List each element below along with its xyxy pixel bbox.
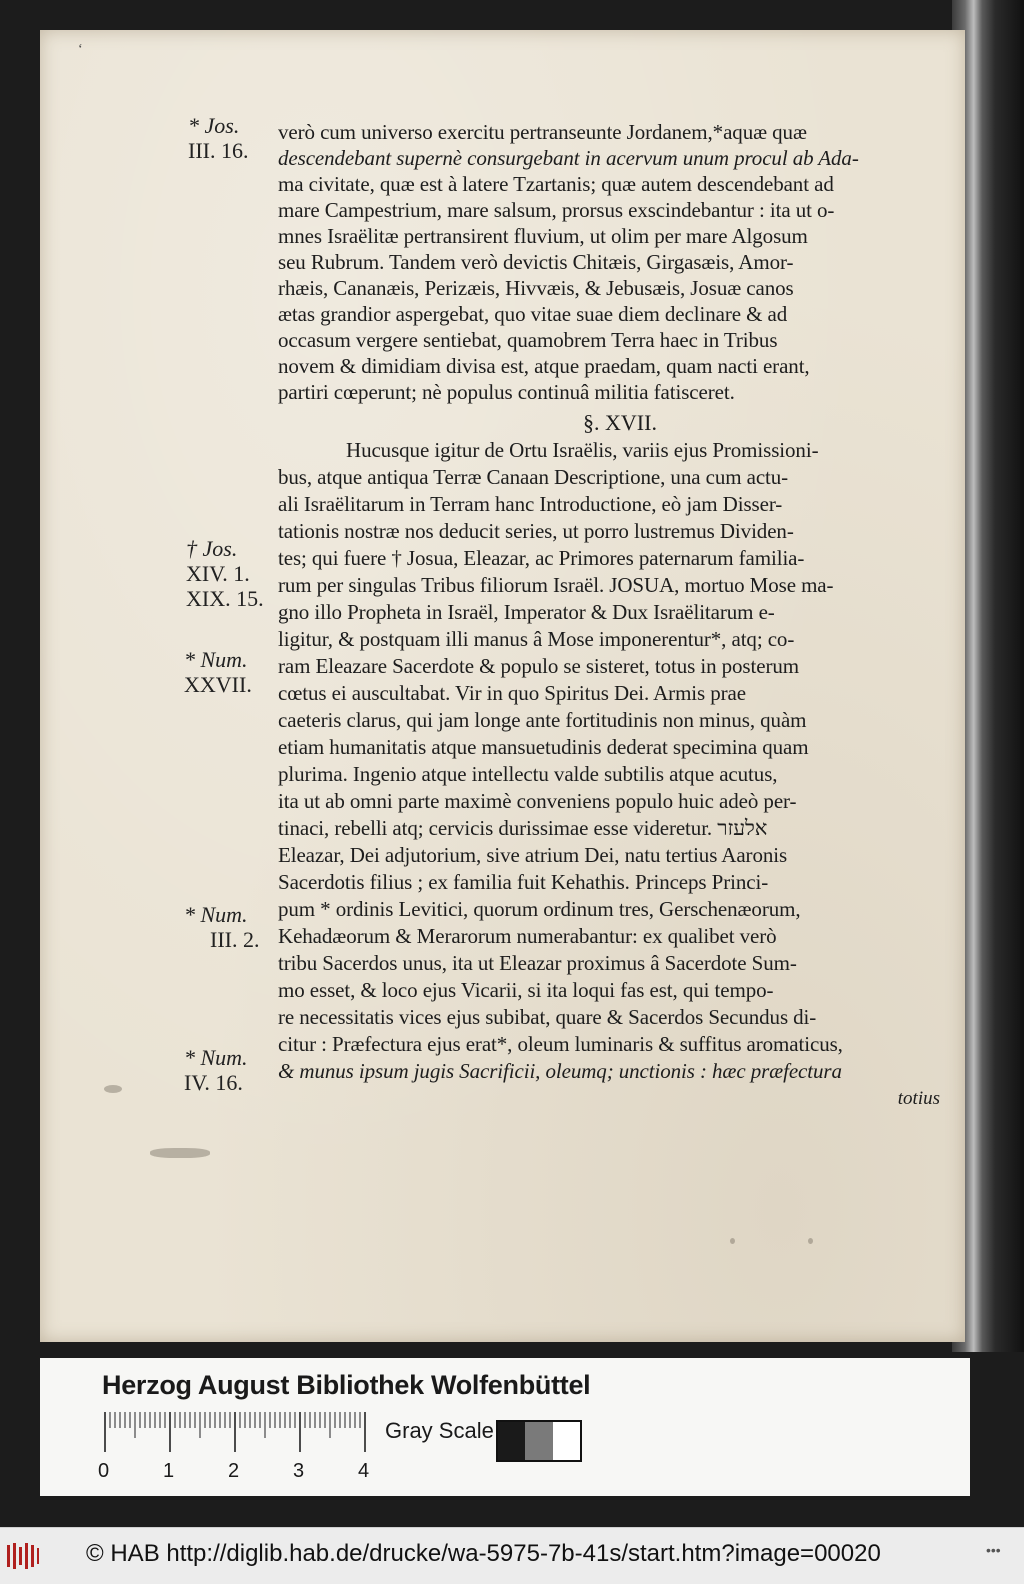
section-heading: §. XVII. <box>583 410 657 435</box>
text-line: seu Rubrum. Tandem verò devictis Chitæis, Girgasæis, Amor- <box>278 250 794 274</box>
margin-note-ref: * Jos. <box>188 113 240 138</box>
text-line: plurima. Ingenio atque intellectu valde subtilis atque acutus, <box>278 762 778 786</box>
margin-note-chapter: III. 16. <box>188 138 249 163</box>
text-line: ita ut ab omni parte maximè conveniens populo huic adeò per- <box>278 789 797 813</box>
catchword: totius <box>897 1088 940 1109</box>
text-line: tinaci, rebelli atq; cervicis durissimae esse videretur. אלעזר <box>278 816 768 840</box>
margin-note-chapter: XIX. 15. <box>186 586 264 611</box>
paper-stain <box>808 1238 813 1244</box>
text-line: novem & dimidiam divisa est, atque praedam, quam nacti erant, <box>278 354 810 378</box>
text-line: re necessitatis vices ejus subibat, quare & Sacerdos Secundus di- <box>278 1005 817 1029</box>
more-options-icon[interactable]: ••• <box>986 1542 1001 1558</box>
text-line: pum * ordinis Levitici, quorum ordinum tres, Gerschenæorum, <box>278 897 801 921</box>
text-line: Kehadæorum & Merarorum numerabantur: ex qualibet verò <box>278 924 777 948</box>
text-line: rhæis, Cananæis, Perizæis, Hivvæis, & Jebusæis, Josuæ canos <box>278 276 794 300</box>
paper-stain <box>150 1148 210 1158</box>
text-line: cœtus ei auscultabat. Vir in quo Spiritus Dei. Armis prae <box>278 681 746 705</box>
ruler-number: 0 <box>98 1460 110 1482</box>
text-line: mnes Israëlitæ pertransirent fluvium, ut olim per mare Algosum <box>278 224 808 248</box>
text-line: tationis nostræ nos deducit series, ut porro lustremus Dividen- <box>278 519 794 543</box>
text-line: bus, atque antiqua Terræ Canaan Descriptione, una cum actu- <box>278 465 789 489</box>
margin-note-ref: * Num. <box>184 1045 248 1070</box>
source-url-text[interactable]: © HAB http://diglib.hab.de/drucke/wa-5975-7b-41s/start.htm?image=00020 <box>86 1540 881 1567</box>
text-line: Sacerdotis filius ; ex familia fuit Kehathis. Princeps Princi- <box>278 870 769 894</box>
gray-swatch <box>498 1422 525 1460</box>
text-line: occasum vergere sentiebat, quamobrem Terra haec in Tribus <box>278 328 778 352</box>
margin-note-chapter: XXVII. <box>184 672 252 697</box>
text-line: citur : Præfectura ejus erat*, oleum luminaris & suffitus aromaticus, <box>278 1032 843 1056</box>
status-bar <box>0 1527 1024 1584</box>
margin-note-ref: † Jos. <box>186 536 238 561</box>
text-line: ali Israëlitarum in Terram hanc Introductione, eò jam Disser- <box>278 492 783 516</box>
text-line: tes; qui fuere † Josua, Eleazar, ac Primores paternarum familia- <box>278 546 805 570</box>
gray-scale-swatches <box>496 1420 582 1462</box>
margin-note-ref: * Num. <box>184 647 248 672</box>
hab-logo-icon <box>6 1542 40 1570</box>
text-line: ligitur, & postquam illi manus â Mose imponerentur*, atq; co- <box>278 627 795 651</box>
margin-note-chapter: IV. 16. <box>184 1070 243 1095</box>
text-line: mo esset, & loco ejus Vicarii, si ita loqui fas est, qui tempo- <box>278 978 774 1002</box>
paper-stain <box>730 1238 735 1244</box>
text-line: tribu Sacerdos unus, ita ut Eleazar proximus â Sacerdote Sum- <box>278 951 797 975</box>
gray-swatch <box>525 1422 552 1460</box>
text-line: ram Eleazare Sacerdote & populo se sisteret, totus in posterum <box>278 654 799 678</box>
text-line: & munus ipsum jugis Sacrificii, oleumq; unctionis : hæc præfectura <box>278 1059 842 1083</box>
text-line: rum per singulas Tribus filiorum Israël. JOSUA, mortuo Mose ma- <box>278 573 834 597</box>
text-line: mare Campestrium, mare salsum, prorsus exscindebantur : ita ut o- <box>278 198 835 222</box>
corner-mark: ‘ <box>78 42 83 57</box>
text-line: ma civitate, quæ est à latere Tzartanis; quæ autem descendebant ad <box>278 172 834 196</box>
ruler-number: 3 <box>293 1460 305 1482</box>
ruler-number: 2 <box>228 1460 240 1482</box>
institution-name: Herzog August Bibliothek Wolfenbüttel <box>102 1370 591 1400</box>
library-color-bar <box>40 1358 970 1496</box>
text-line: partiri cœperunt; nè populus continuâ militia fatisceret. <box>278 380 735 404</box>
text-line: caeteris clarus, qui jam longe ante fortitudinis non minus, quàm <box>278 708 807 732</box>
margin-note-chapter: III. 2. <box>210 927 260 952</box>
text-line: ætas grandior aspergebat, quo vitae suae diem declinare & ad <box>278 302 788 326</box>
text-line: descendebant supernè consurgebant in acervum unum procul ab Ada- <box>278 146 859 170</box>
text-line: Hucusque igitur de Ortu Israëlis, variis ejus Promissioni- <box>346 438 819 462</box>
gray-swatch <box>553 1422 580 1460</box>
text-line: verò cum universo exercitu pertranseunte Jordanem,*aquæ quæ <box>278 120 807 144</box>
text-line: Eleazar, Dei adjutorium, sive atrium Dei, natu tertius Aaronis <box>278 843 788 867</box>
margin-note-chapter: XIV. 1. <box>186 561 250 586</box>
gray-scale-label: Gray Scale <box>385 1418 494 1443</box>
measurement-ruler <box>100 1410 370 1454</box>
ruler-number: 1 <box>163 1460 175 1482</box>
text-line: gno illo Propheta in Israël, Imperator & Dux Israëlitarum e- <box>278 600 775 624</box>
text-line: etiam humanitatis atque mansuetudinis dederat specimina quam <box>278 735 809 759</box>
paper-stain <box>104 1085 122 1093</box>
ruler-number: 4 <box>358 1460 370 1482</box>
margin-note-ref: * Num. <box>184 902 248 927</box>
